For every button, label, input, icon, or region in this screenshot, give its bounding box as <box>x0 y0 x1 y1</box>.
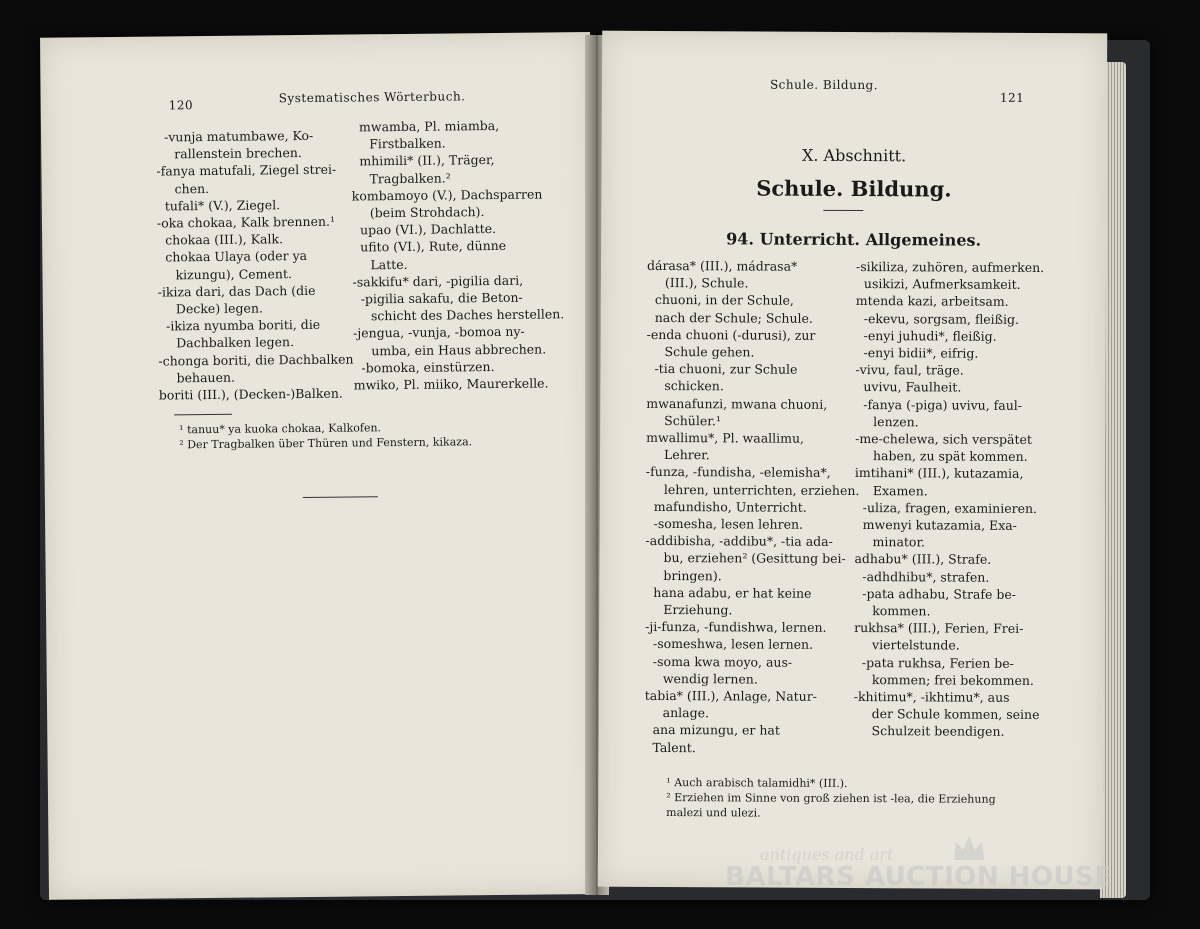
dictionary-line: -adhdhibu*, strafen. <box>862 568 990 585</box>
dictionary-line: behauen. <box>176 369 236 386</box>
dictionary-line: mwanafunzi, mwana chuoni, <box>646 395 828 412</box>
dictionary-line: Erziehung. <box>663 602 733 618</box>
dictionary-line: -enyi juhudi*, fleißig. <box>863 327 997 344</box>
dictionary-line: Schüler.¹ <box>664 412 721 429</box>
footnote: ² Erziehen im Sinne von groß ziehen ist -lea, die Erziehung <box>666 791 996 806</box>
dictionary-line: schicken. <box>664 378 724 394</box>
dictionary-line: -me-chelewa, sich verspätet <box>855 431 1032 447</box>
dictionary-line: mwiko, Pl. miiko, Maurerkelle. <box>353 375 549 393</box>
right-running-head: Schule. Bildung. <box>769 77 879 93</box>
dictionary-line: mtenda kazi, arbeitsam. <box>855 293 1009 310</box>
footnote: ¹ Auch arabisch talamidhi* (III.). <box>666 776 848 790</box>
dictionary-line: viertelstunde. <box>871 637 960 654</box>
dictionary-line: -ji-funza, -fundishwa, lernen. <box>645 619 827 636</box>
dictionary-line: kommen. <box>872 603 931 619</box>
end-rule <box>303 496 378 498</box>
right-page-number: 121 <box>999 90 1025 105</box>
dictionary-line: tufali* (V.), Ziegel. <box>164 197 281 214</box>
left-column-1 <box>156 126 364 403</box>
dictionary-line: -ekevu, sorgsam, fleißig. <box>863 310 1020 327</box>
dictionary-line: chokaa (III.), Kalk. <box>165 231 284 248</box>
dictionary-line: -bomoka, einstürzen. <box>361 358 495 376</box>
dictionary-line: -sikiliza, zuhören, aufmerken. <box>855 259 1045 276</box>
dictionary-line: ufito (VI.), Rute, dünne <box>360 238 507 255</box>
dictionary-line: nach der Schule; Schule. <box>654 309 813 326</box>
dictionary-line: Schulzeit beendigen. <box>871 723 1005 740</box>
dictionary-line: (beim Strohdach). <box>369 204 485 221</box>
dictionary-line: -addibisha, -addibu*, -tia ada- <box>645 533 833 550</box>
dictionary-line: upao (VI.), Dachlatte. <box>359 221 497 238</box>
footnote: malezi und ulezi. <box>666 806 761 820</box>
dictionary-line: bringen). <box>663 567 722 583</box>
dictionary-line: -vivu, faul, träge. <box>855 362 964 378</box>
right-column-2 <box>854 258 1087 741</box>
dictionary-line: mhimili* (II.), Träger, <box>359 152 495 169</box>
dictionary-line: -enda chuoni (-durusi), zur <box>646 326 816 343</box>
section-title: Schule. Bildung. <box>756 175 952 202</box>
dictionary-line: Decke) legen. <box>175 300 264 317</box>
dictionary-line: mafundisho, Unterricht. <box>653 498 807 515</box>
right-column-1 <box>644 257 860 757</box>
dictionary-line: hana adabu, er hat keine <box>653 584 812 601</box>
dictionary-line: schicht des Daches herstellen. <box>370 306 565 324</box>
dictionary-line: -enyi bidii*, eifrig. <box>863 345 979 361</box>
dictionary-line: -oka chokaa, Kalk brennen.¹ <box>156 213 336 231</box>
subsection-title: 94. Unterricht. Allgemeines. <box>726 229 982 250</box>
dictionary-line: boriti (III.), (Decken-)Balken. <box>158 385 343 403</box>
dictionary-line: chokaa Ulaya (oder ya <box>165 248 308 265</box>
right-page <box>598 31 1107 890</box>
dictionary-line: -ikiza nyumba boriti, die <box>165 317 321 334</box>
dictionary-line: lehren, unterrichten, erziehen. <box>663 481 860 498</box>
dictionary-line: chen. <box>174 180 210 196</box>
dictionary-line: haben, zu spät kommen. <box>872 448 1028 465</box>
dictionary-line: Latte. <box>370 256 408 272</box>
watermark-subtitle: antiques and art <box>760 845 894 864</box>
dictionary-line: der Schule kommen, seine <box>871 706 1040 723</box>
dictionary-line: -khitimu*, -ikhtimu*, aus <box>853 689 1010 705</box>
dictionary-line: Talent. <box>652 739 696 755</box>
dictionary-line: rallenstein brechen. <box>174 145 302 162</box>
footnote: ¹ tanuu* ya kuoka chokaa, Kalkofen. <box>179 421 382 437</box>
dictionary-line: tabia* (III.), Anlage, Natur- <box>644 687 817 704</box>
dictionary-line: lenzen. <box>873 413 919 430</box>
left-footnotes <box>179 419 472 452</box>
dictionary-line: -chonga boriti, die Dachbalken <box>158 351 354 369</box>
dictionary-line: kombamoyo (V.), Dachsparren <box>351 186 543 204</box>
dictionary-line: Firstbalken. <box>369 135 446 152</box>
dictionary-line: mwamba, Pl. miamba, <box>358 117 500 135</box>
title-rule <box>823 210 863 211</box>
dictionary-line: Schule gehen. <box>664 344 755 360</box>
dictionary-line: -soma kwa moyo, aus- <box>652 653 793 670</box>
dictionary-line: rukhsa* (III.), Ferien, Frei- <box>854 620 1024 637</box>
dictionary-line: mwenyi kutazamia, Exa- <box>862 517 1017 533</box>
dictionary-line: -fanya matufali, Ziegel strei- <box>156 162 337 179</box>
left-column-2 <box>351 116 584 394</box>
dictionary-line: chuoni, in der Schule, <box>654 292 794 309</box>
footnote: ² Der Tragbalken über Thüren und Fenstern, kikaza. <box>179 435 473 452</box>
dictionary-line: -tia chuoni, zur Schule <box>654 361 798 377</box>
dictionary-line: -jengua, -vunja, -bomoa ny- <box>353 324 525 341</box>
left-page-number: 120 <box>168 98 194 113</box>
dictionary-line: (III.), Schule. <box>664 275 749 291</box>
dictionary-line: mwallimu*, Pl. waallimu, <box>646 429 805 446</box>
dictionary-line: -uliza, fragen, examinieren. <box>862 499 1038 516</box>
dictionary-line: uvivu, Faulheit. <box>863 379 962 395</box>
dictionary-line: -ikiza dari, das Dach (die <box>157 282 316 300</box>
dictionary-line: -pata adhabu, Strafe be- <box>862 585 1017 602</box>
dictionary-line: -vunja matumbawe, Ko- <box>163 127 314 145</box>
crown-icon <box>952 834 986 862</box>
watermark-name: BALTARS AUCTION HOUSE <box>725 862 1113 892</box>
dictionary-line: Examen. <box>872 482 928 499</box>
dictionary-line: Tragbalken.² <box>369 170 451 186</box>
dictionary-line: -somesha, lesen lehren. <box>653 516 804 532</box>
dictionary-line: -someshwa, lesen lernen. <box>652 636 814 653</box>
dictionary-line: -pata rukhsa, Ferien be- <box>861 654 1014 671</box>
dictionary-line: kizungu), Cement. <box>175 265 292 282</box>
dictionary-line: wendig lernen. <box>662 670 758 687</box>
dictionary-line: anlage. <box>662 705 710 721</box>
dictionary-line: ana mizungu, er hat <box>652 722 780 739</box>
dictionary-line: -sakkifu* dari, -pigilia dari, <box>352 272 524 290</box>
right-footnotes <box>666 775 996 822</box>
dictionary-line: Dachbalken legen. <box>176 334 295 351</box>
dictionary-line: -funza, -fundisha, -elemisha*, <box>645 464 831 481</box>
left-running-head: Systematisches Wörterbuch. <box>278 89 466 106</box>
section-label: X. Abschnitt. <box>801 145 907 166</box>
footnote-rule <box>174 414 232 416</box>
dictionary-line: imtihani* (III.), kutazamia, <box>854 465 1024 482</box>
dictionary-line: kommen; frei bekommen. <box>871 671 1034 688</box>
dictionary-line: Lehrer. <box>663 447 710 463</box>
dictionary-line: minator. <box>872 534 926 550</box>
dictionary-line: -pigilia sakafu, die Beton- <box>360 289 523 307</box>
dictionary-line: usikizi, Aufmerksamkeit. <box>863 276 1021 293</box>
dictionary-line: dárasa* (III.), mádrasa* <box>646 257 798 274</box>
dictionary-line: adhabu* (III.), Strafe. <box>854 551 992 568</box>
left-page <box>40 32 599 900</box>
dictionary-line: umba, ein Haus abbrechen. <box>371 341 547 358</box>
dictionary-line: -fanya (-piga) uvivu, faul- <box>863 396 1023 413</box>
dictionary-line: bu, erziehen² (Gesittung bei- <box>663 550 846 567</box>
